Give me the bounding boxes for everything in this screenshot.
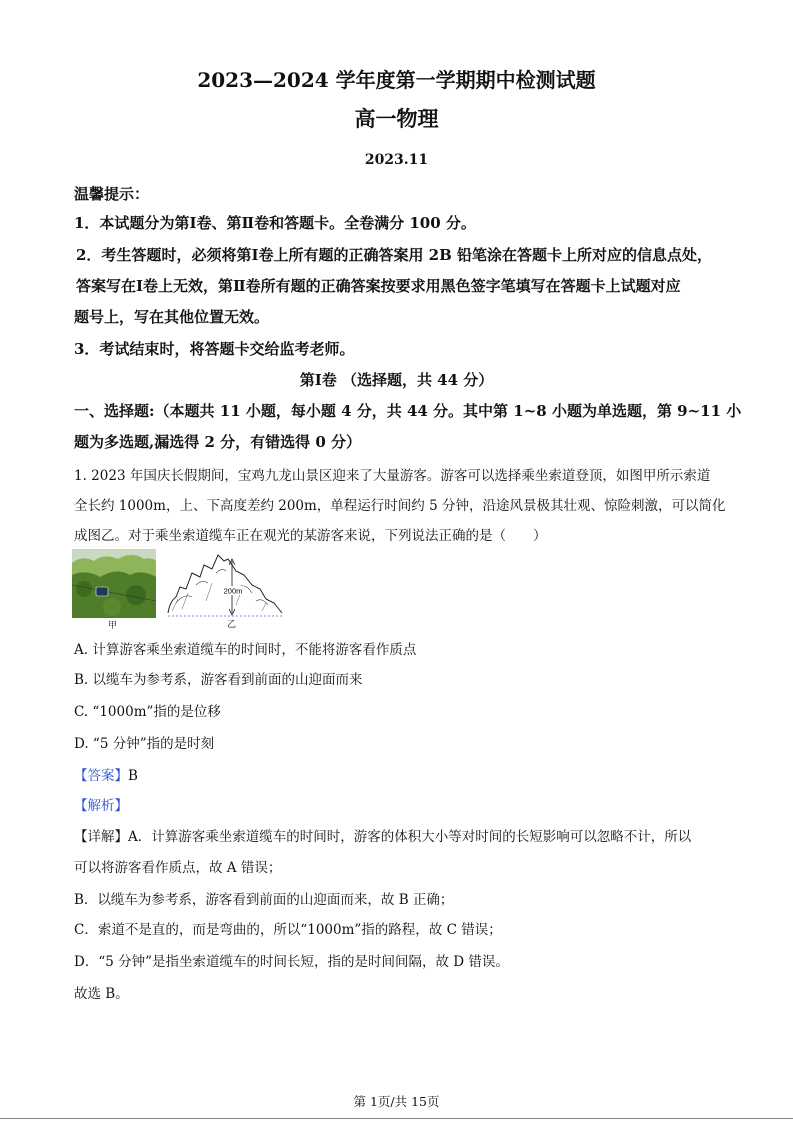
- notice-item: 2．考生答题时，必须将第Ⅰ卷上所有题的正确答案用 2B 铅笔涂在答题卡上所对应的信息点处，: [76, 246, 713, 264]
- detail-tag: 【详解】: [74, 829, 128, 845]
- detail-line: 可以将游客看作质点，故 A 错误；: [74, 860, 282, 876]
- height-label: 200m: [223, 586, 243, 596]
- section-heading: 第Ⅰ卷 （选择题，共 44 分）: [299, 371, 494, 389]
- bottom-rule: [0, 1118, 793, 1119]
- notice-item: 答案写在Ⅰ卷上无效，第Ⅱ卷所有题的正确答案按要求用黑色签字笔填写在答题卡上试题对应: [76, 277, 681, 295]
- notice-item: 1．本试题分为第Ⅰ卷、第Ⅱ卷和答题卡。全卷满分 100 分。: [74, 214, 476, 232]
- detail-line: [74, 825, 691, 845]
- notice-heading: 温馨提示：: [74, 185, 150, 203]
- analysis-tag: 【解析】: [74, 798, 128, 814]
- option-a: A. 计算游客乘坐索道缆车的时间时，不能将游客看作质点: [74, 642, 417, 658]
- exam-title: 2023—2024 学年度第一学期期中检测试题: [197, 68, 596, 92]
- notice-item: 题号上，写在其他位置无效。: [74, 308, 270, 326]
- exam-date: 2023.11: [364, 152, 429, 168]
- section-instructions: 题为多选题,漏选得 2 分，有错选得 0 分）: [74, 433, 361, 451]
- figure-label-a: 甲: [108, 621, 118, 631]
- answer-value: B: [128, 768, 138, 784]
- cable-car-photo: [72, 549, 156, 618]
- detail-text: A．计算游客乘坐索道缆车的时间时，游客的体积大小等对时间的长短影响可以忽略不计，所以: [128, 829, 692, 845]
- mountain-diagram: [166, 553, 286, 618]
- question-stem: 成图乙。对于乘坐索道缆车正在观光的某游客来说，下列说法正确的是（ ）: [74, 528, 547, 544]
- option-d: D. “5 分钟”指的是时刻: [74, 736, 215, 752]
- subject-title: 高一物理: [354, 106, 439, 131]
- question-stem: 1. 2023 年国庆长假期间，宝鸡九龙山景区迎来了大量游客。游客可以选择乘坐索道登顶，如图甲所示索道: [74, 468, 711, 484]
- figure-label-b: 乙: [227, 620, 237, 630]
- notice-item: 3．考试结束时，将答题卡交给监考老师。: [74, 340, 355, 358]
- page-number: 第 1页/共 15页: [353, 1094, 440, 1109]
- detail-line: 故选 B。: [74, 986, 129, 1002]
- answer-tag: 【答案】: [74, 768, 128, 784]
- section-instructions: 一、选择题:（本题共 11 小题，每小题 4 分，共 44 分。其中第 1~8 小题为单选题，第 9~11 小: [74, 402, 742, 420]
- option-b: B. 以缆车为参考系，游客看到前面的山迎面而来: [74, 672, 363, 688]
- question-stem: 全长约 1000m，上、下高度差约 200m，单程运行时间约 5 分钟，沿途风景极其壮观、惊险刺激，可以简化: [74, 498, 726, 514]
- answer-line: [74, 764, 138, 784]
- detail-line: B．以缆车为参考系，游客看到前面的山迎面而来，故 B 正确；: [74, 892, 454, 908]
- detail-line: D．“5 分钟”是指坐索道缆车的时间长短，指的是时间间隔，故 D 错误。: [74, 954, 509, 970]
- option-c: C. “1000m”指的是位移: [74, 704, 221, 720]
- detail-line: C．索道不是直的，而是弯曲的，所以“1000m”指的路程，故 C 错误；: [74, 922, 502, 938]
